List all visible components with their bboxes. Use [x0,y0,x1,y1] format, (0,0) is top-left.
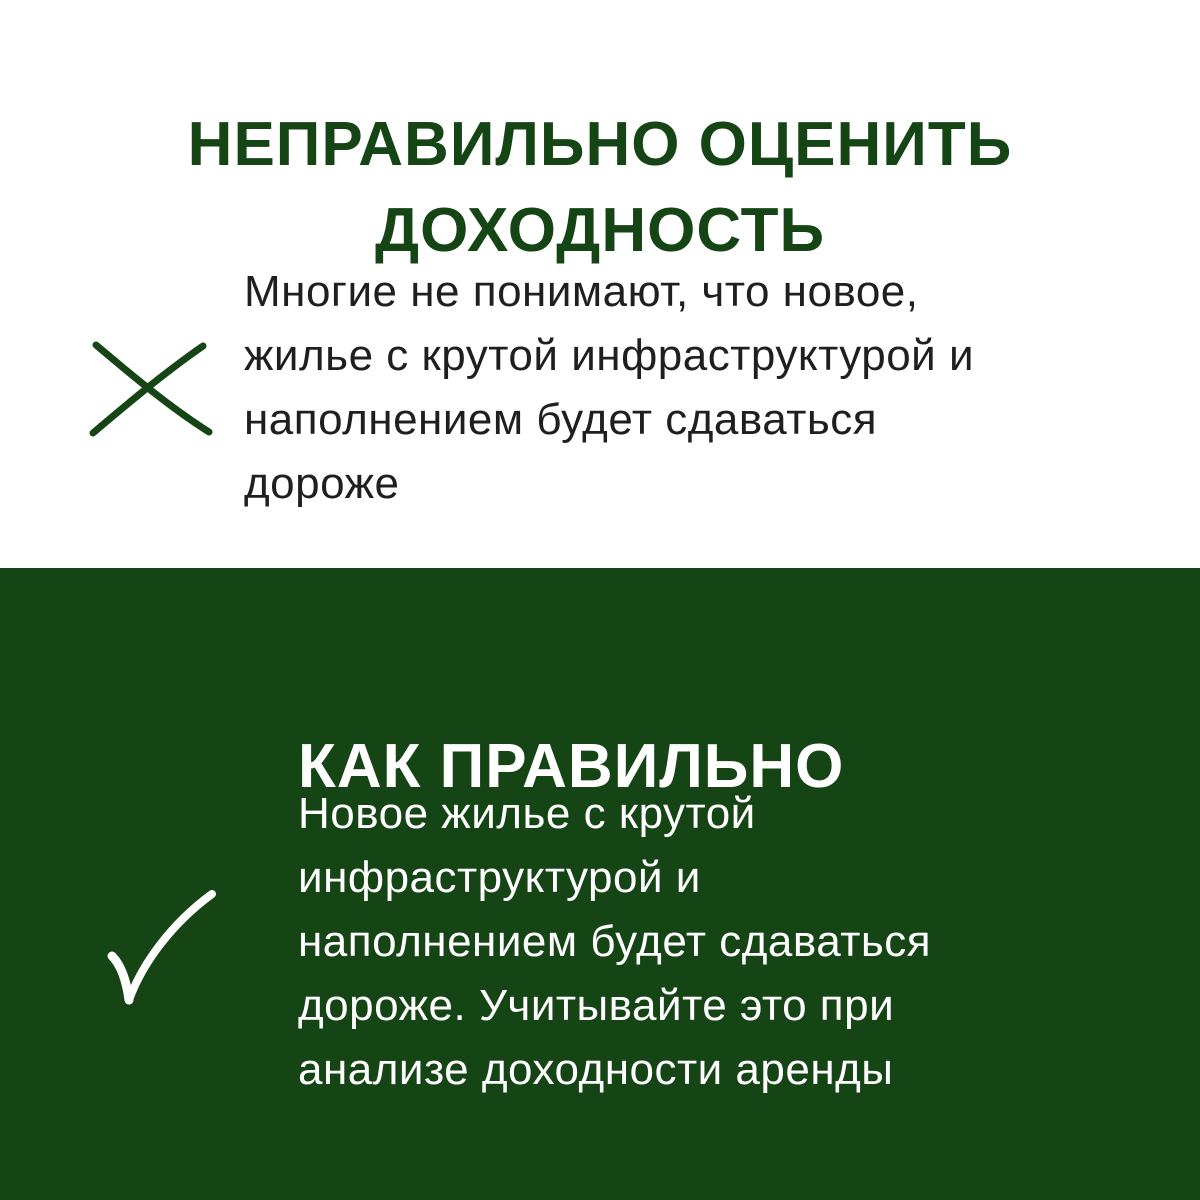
check-icon [104,886,218,1016]
wrong-description-line: наполнением будет сдаваться [244,395,878,444]
wrong-section [0,0,1200,568]
wrong-title [0,102,1200,274]
right-description-line: анализе доходности аренды [298,1045,894,1094]
right-description-line: Новое жилье с крутой [298,789,756,838]
wrong-title-line: НЕПРАВИЛЬНО ОЦЕНИТЬ [187,109,1013,179]
wrong-description-line: дороже [244,459,400,508]
wrong-description-line: Многие не понимают, что новое, [244,267,919,316]
wrong-title-line: ДОХОДНОСТЬ [374,195,826,265]
right-description-line: инфраструктурой и [298,853,701,902]
cross-icon [86,338,214,442]
wrong-description [244,260,1164,516]
right-title: КАК ПРАВИЛЬНО [298,732,845,802]
wrong-description-line: жилье с крутой инфраструктурой и [244,331,975,380]
right-description [298,782,1178,1102]
right-description-line: дороже. Учитывайте это при [298,981,895,1030]
right-description-line: наполнением будет сдаваться [298,917,932,966]
